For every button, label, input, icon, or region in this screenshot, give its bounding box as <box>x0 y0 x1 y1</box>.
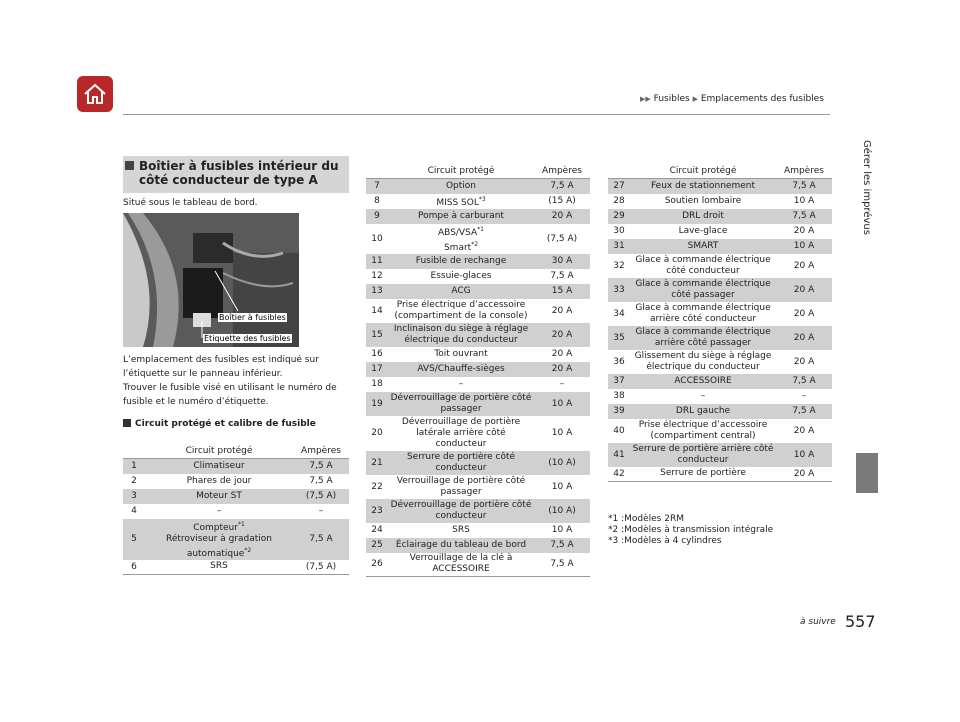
fuse-number: 19 <box>366 392 388 416</box>
fuse-number: 35 <box>608 326 630 350</box>
table-row <box>608 239 832 254</box>
home-icon[interactable] <box>77 76 113 112</box>
fuse-circuit: Glace à commande électrique arrière côté passager <box>630 326 776 350</box>
fuse-circuit: Verrouillage de la clé à ACCESSOIRE <box>388 553 534 577</box>
body-line: Trouver le fusible visé en utilisant le numéro de <box>123 383 337 393</box>
fuse-number: 29 <box>608 209 630 224</box>
fuse-amps: (7,5 A) <box>546 233 578 244</box>
fuse-circuit: SRS <box>452 524 470 535</box>
fuse-amps: 7,5 A <box>309 476 333 486</box>
table-row <box>123 474 349 489</box>
fuse-number: 42 <box>608 467 630 482</box>
table-row <box>366 299 590 323</box>
footnotes <box>608 514 773 547</box>
col-header-amps: Ampères <box>776 156 832 179</box>
fuse-circuit: Glace à commande électrique côté conducteur <box>635 254 771 276</box>
fuse-amps: 20 A <box>793 356 815 367</box>
fuse-circuit: Prise électrique d’accessoire (compartiment de la console) <box>394 299 528 321</box>
fuse-circuit: Phares de jour <box>186 475 252 486</box>
fuse-circuit: SMART <box>630 239 776 254</box>
fuse-table-1 <box>123 436 349 575</box>
breadcrumb-emplacements[interactable]: Emplacements des fusibles <box>700 94 824 104</box>
col-header-amps: Ampères <box>534 156 590 179</box>
table-row <box>608 374 832 389</box>
sub-heading <box>123 419 316 429</box>
fuse-circuit: Essuie-glaces <box>430 270 492 281</box>
table-row <box>366 362 590 377</box>
fuse-circuit: Serrure de portière <box>630 467 776 482</box>
table-row <box>366 392 590 416</box>
fuse-amps: (7,5 A) <box>293 560 349 575</box>
fuse-number: 2 <box>131 476 137 486</box>
fuse-amps: – <box>559 379 565 389</box>
table-row <box>366 377 590 392</box>
table-row <box>123 459 349 474</box>
table-row <box>123 504 349 519</box>
fuse-amps: 7,5 A <box>776 404 832 419</box>
fuse-amps: 10 A <box>534 392 590 416</box>
fuse-amps: (7,5 A) <box>293 489 349 504</box>
fuse-number: 1 <box>123 459 145 474</box>
table-row <box>608 389 832 404</box>
fuse-circuit: Compteur$^{*1}$ Rétroviseur à gradation automatique$^{*2}$ <box>145 519 293 560</box>
col-header-amps: Ampères <box>293 436 349 459</box>
table-row <box>366 451 590 475</box>
fuse-amps: 20 A <box>793 260 815 271</box>
fuse-circuit: Glace à commande électrique côté passager <box>630 278 776 302</box>
table-row <box>608 404 832 419</box>
fuse-amps: 20 A <box>534 323 590 347</box>
table-row <box>123 519 349 560</box>
fuse-number: 36 <box>613 356 625 367</box>
header-divider <box>123 114 830 115</box>
fuse-amps: 7,5 A <box>534 553 590 577</box>
table-row <box>608 326 832 350</box>
col-header-circuit: Circuit protégé <box>145 436 293 459</box>
fuse-box-photo <box>123 213 299 347</box>
table-row <box>608 467 832 482</box>
fuse-number: 25 <box>366 538 388 553</box>
fuse-amps: 20 A <box>551 349 573 359</box>
fuse-circuit: AVS/Chauffe-sièges <box>388 362 534 377</box>
table-row <box>366 416 590 451</box>
fuse-number: 27 <box>608 179 630 194</box>
body-line: l’étiquette sur le panneau inférieur. <box>123 369 283 379</box>
fuse-circuit: – <box>216 505 222 516</box>
fuse-amps: 7,5 A <box>550 271 574 281</box>
fuse-circuit: – <box>700 390 706 401</box>
intro-text: Situé sous le tableau de bord. <box>123 198 258 208</box>
table-row <box>366 347 590 362</box>
fuse-number: 38 <box>613 391 625 401</box>
fuse-circuit: Déverrouillage de portière latérale arrière côté conducteur <box>401 416 521 449</box>
fuse-number: 17 <box>366 362 388 377</box>
footnote: *3 :Modèles à 4 cylindres <box>608 536 722 546</box>
fuse-number: 28 <box>613 196 625 206</box>
fuse-circuit: Éclairage du tableau de bord <box>388 538 534 553</box>
fuse-amps: 7,5 A <box>293 459 349 474</box>
fuse-amps: – <box>318 506 324 516</box>
table-row <box>608 419 832 443</box>
fuse-circuit: Glissement du siège à réglage électrique du conducteur <box>634 350 772 372</box>
fuse-amps: 10 A <box>793 196 815 206</box>
fuse-circuit: Pompe à carburant <box>388 209 534 224</box>
table-row <box>608 209 832 224</box>
table-row <box>608 350 832 374</box>
fuse-amps: 7,5 A <box>776 374 832 389</box>
fuse-circuit: Climatiseur <box>145 459 293 474</box>
fuse-circuit: Soutien lombaire <box>664 195 742 206</box>
fuse-number: 26 <box>366 553 388 577</box>
fuse-amps: 20 A <box>551 305 573 316</box>
fuse-circuit: Serrure de portière arrière côté conducteur <box>630 443 776 467</box>
fuse-table-2 <box>366 156 590 577</box>
table-row <box>366 538 590 553</box>
fuse-number: 34 <box>613 308 625 319</box>
col-header-circuit: Circuit protégé <box>630 156 776 179</box>
fuse-amps: 30 A <box>534 254 590 269</box>
side-tab-label: Gérer les imprévus <box>861 140 872 235</box>
fuse-circuit: Toit ouvrant <box>434 348 488 359</box>
fuse-number: 3 <box>123 489 145 504</box>
fuse-amps: 7,5 A <box>293 519 349 560</box>
fuse-amps: 20 A <box>534 209 590 224</box>
fuse-circuit: Serrure de portière côté conducteur <box>388 451 534 475</box>
body-text <box>123 353 353 409</box>
fuse-number: 5 <box>123 519 145 560</box>
breadcrumb <box>640 94 824 104</box>
fuse-amps: 20 A <box>776 278 832 302</box>
fuse-amps: 7,5 A <box>776 209 832 224</box>
fuse-amps: 10 A <box>776 239 832 254</box>
table-row <box>366 475 590 499</box>
continued-label: à suivre <box>800 617 836 627</box>
fuse-amps: (10 A) <box>534 451 590 475</box>
chevron-right-icon: ▶ <box>692 95 698 103</box>
section-square-icon <box>125 161 134 170</box>
table-row <box>123 560 349 575</box>
fuse-circuit: ACCESSOIRE <box>630 374 776 389</box>
table-row <box>366 323 590 347</box>
table-row <box>123 489 349 504</box>
table-row <box>608 179 832 194</box>
table-row <box>366 499 590 523</box>
table-row <box>366 523 590 538</box>
fuse-number: 30 <box>613 226 625 236</box>
fuse-number: 12 <box>371 271 383 281</box>
fuse-circuit: Prise électrique d’accessoire (compartiment central) <box>638 419 768 441</box>
fuse-amps: – <box>801 391 807 401</box>
side-tab-marker <box>856 453 878 493</box>
table-row <box>608 254 832 278</box>
fuse-number: 37 <box>608 374 630 389</box>
table-row <box>366 254 590 269</box>
fuse-number: 41 <box>608 443 630 467</box>
table-row <box>608 443 832 467</box>
fuse-number: 33 <box>608 278 630 302</box>
fuse-circuit: Fusible de rechange <box>388 254 534 269</box>
table-row <box>366 553 590 577</box>
fuse-circuit: Glace à commande électrique arrière côté conducteur <box>635 302 771 324</box>
table-row <box>366 269 590 284</box>
fuse-number: 39 <box>608 404 630 419</box>
fuse-amps: 10 A <box>551 525 573 535</box>
fuse-circuit: DRL droit <box>630 209 776 224</box>
fuse-circuit: Déverrouillage de portière côté passager <box>388 392 534 416</box>
fuse-number: 16 <box>371 349 383 359</box>
col-header-circuit: Circuit protégé <box>388 156 534 179</box>
fuse-circuit: Feux de stationnement <box>630 179 776 194</box>
table-row <box>366 179 590 194</box>
fuse-number: 23 <box>366 499 388 523</box>
fuse-table-3 <box>608 156 832 482</box>
table-row <box>608 302 832 326</box>
fuse-number: 6 <box>123 560 145 575</box>
fuse-amps: 7,5 A <box>776 179 832 194</box>
section-title-line1: Boîtier à fusibles intérieur du <box>139 159 339 173</box>
fuse-number: 4 <box>131 506 137 516</box>
table-row <box>608 224 832 239</box>
fuse-circuit: Moteur ST <box>145 489 293 504</box>
section-heading <box>123 156 349 193</box>
fuse-circuit: Lave-glace <box>678 225 728 236</box>
fuse-amps: 20 A <box>793 425 815 436</box>
fuse-amps: 10 A <box>776 443 832 467</box>
fuse-number: 10 <box>371 233 383 244</box>
photo-label-box: Boîtier à fusibles <box>219 313 286 322</box>
fuse-circuit: ACG <box>388 284 534 299</box>
section-title-line2: côté conducteur de type A <box>139 173 318 187</box>
fuse-circuit: Inclinaison du siège à réglage électrique du conducteur <box>388 323 534 347</box>
square-icon <box>123 419 131 427</box>
breadcrumb-fusibles[interactable]: Fusibles <box>653 94 690 104</box>
fuse-amps: 10 A <box>551 428 573 438</box>
fuse-amps: 20 A <box>534 362 590 377</box>
fuse-circuit: SRS <box>145 560 293 575</box>
fuse-number: 31 <box>608 239 630 254</box>
side-tab[interactable] <box>852 140 882 280</box>
fuse-number: 14 <box>371 305 383 316</box>
fuse-circuit: DRL gauche <box>630 404 776 419</box>
fuse-amps: 20 A <box>776 467 832 482</box>
fuse-amps: 15 A <box>534 284 590 299</box>
fuse-amps: (10 A) <box>534 499 590 523</box>
fuse-number: 22 <box>371 481 383 492</box>
table-row <box>366 194 590 209</box>
fuse-amps: (15 A) <box>548 196 576 206</box>
body-line: fusible et le numéro d’étiquette. <box>123 397 269 407</box>
table-row <box>366 224 590 254</box>
table-row <box>366 284 590 299</box>
fuse-circuit: – <box>458 378 464 389</box>
footnote: *2 :Modèles à transmission intégrale <box>608 525 774 535</box>
fuse-number: 40 <box>613 425 625 436</box>
fuse-number: 21 <box>366 451 388 475</box>
fuse-amps: 7,5 A <box>534 538 590 553</box>
fuse-amps: 20 A <box>793 226 815 236</box>
fuse-number: 32 <box>613 260 625 271</box>
chevron-right-icon: ▶▶ <box>640 95 651 103</box>
fuse-number: 18 <box>371 379 383 389</box>
fuse-number: 7 <box>366 179 388 194</box>
fuse-amps: 20 A <box>776 326 832 350</box>
fuse-number: 8 <box>374 196 380 206</box>
table-row <box>608 194 832 209</box>
fuse-circuit: MISS SOL$^{*3}$ <box>436 195 486 208</box>
fuse-circuit: Option <box>388 179 534 194</box>
sub-heading-text: Circuit protégé et calibre de fusible <box>135 419 316 429</box>
fuse-amps: 20 A <box>793 308 815 319</box>
body-line: L’emplacement des fusibles est indiqué sur <box>123 355 319 365</box>
fuse-circuit: Déverrouillage de portière côté conducteur <box>388 499 534 523</box>
page-number: 557 <box>845 612 876 631</box>
fuse-number: 15 <box>366 323 388 347</box>
footnote: *1 :Modèles 2RM <box>608 514 684 524</box>
fuse-number: 24 <box>371 525 383 535</box>
fuse-number: 11 <box>366 254 388 269</box>
table-row <box>608 278 832 302</box>
fuse-amps: 10 A <box>551 481 573 492</box>
fuse-amps: 7,5 A <box>534 179 590 194</box>
fuse-circuit: Verrouillage de portière côté passager <box>396 475 526 497</box>
table-row <box>366 209 590 224</box>
photo-label-etiquette: Étiquette des fusibles <box>204 334 291 343</box>
fuse-number: 9 <box>366 209 388 224</box>
fuse-circuit: ABS/VSA$^{*1}$ Smart$^{*2}$ <box>438 225 484 253</box>
fuse-number: 13 <box>366 284 388 299</box>
fuse-number: 20 <box>371 428 383 438</box>
